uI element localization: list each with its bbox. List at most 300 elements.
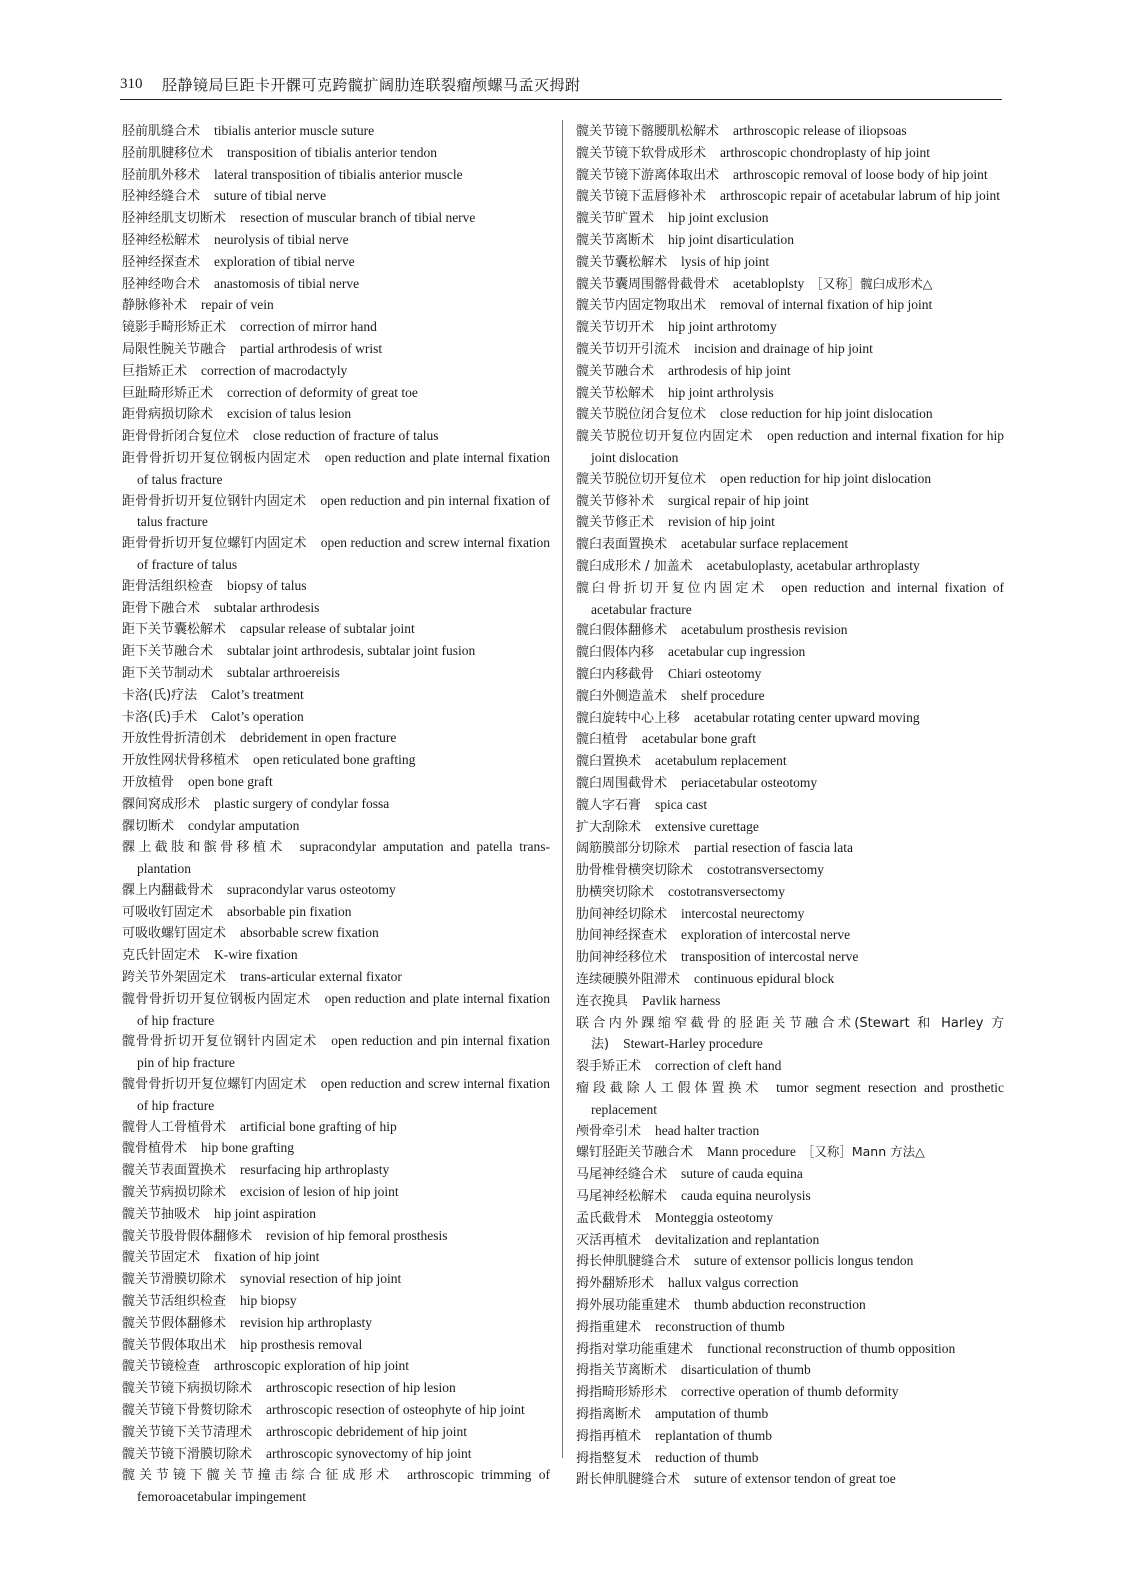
entry-term-chinese: 拇指畸形矫形术 — [576, 1385, 668, 1401]
entry-term-english: resurfacing hip arthroplasty — [240, 1162, 390, 1178]
entry-term-english: suture of tibial nerve — [214, 188, 327, 204]
entry-term-english: amputation of thumb — [655, 1406, 769, 1422]
glossary-entry — [122, 967, 550, 989]
entry-term-chinese: 拇长伸肌腱缝合术 — [576, 1254, 681, 1270]
glossary-entry — [122, 426, 550, 448]
entry-term-english: correction of deformity of great toe — [227, 384, 418, 400]
glossary-entry — [576, 1426, 1004, 1448]
entry-term-english: absorbable pin fixation — [227, 903, 352, 919]
glossary-entry — [122, 491, 550, 534]
entry-term-english: exploration of intercostal nerve — [681, 927, 851, 943]
entry-term-chinese: 髋关节镜下病损切除术 — [122, 1381, 253, 1397]
entry-term-chinese: 联合内外踝缩窄截骨的胫距关节融合术(Stewart 和 Harley 方法) — [576, 1015, 1004, 1053]
entry-term-english: plastic surgery of condylar fossa — [214, 795, 390, 811]
glossary-entry — [122, 1291, 550, 1313]
entry-term-chinese: 髋骨骨折切开复位螺钉内固定术 — [122, 1077, 307, 1093]
entry-term-chinese: 髋臼外侧造盖术 — [576, 688, 668, 704]
glossary-entry — [122, 533, 550, 576]
entry-term-english: costotransversectomy — [707, 862, 824, 878]
entry-term-chinese: 拇外展功能重建术 — [576, 1298, 681, 1314]
entry-term-chinese: 胫前肌缝合术 — [122, 124, 201, 139]
entry-term-english: acetabuloplasty, acetabular arthroplasty — [706, 557, 920, 573]
entry-term-chinese: 髋关节镜下髂腰肌松解术 — [576, 124, 720, 139]
glossary-entry — [122, 361, 550, 383]
entry-term-chinese: 髋臼植骨 — [576, 732, 629, 748]
entry-term-english: transposition of intercostal nerve — [681, 949, 859, 965]
entry-term-english: surgical repair of hip joint — [668, 492, 809, 508]
glossary-entry — [576, 1273, 1004, 1295]
entry-term-english: K-wire fixation — [214, 947, 298, 963]
glossary-entry — [576, 904, 1004, 926]
entry-term-chinese: 可吸收螺钉固定术 — [122, 926, 227, 942]
entry-term-chinese: 距下关节融合术 — [122, 644, 214, 660]
entry-term-chinese: 巨指矫正术 — [122, 363, 188, 379]
entry-term-english: acetabulum replacement — [655, 753, 787, 769]
entry-term-english: partial resection of fascia lata — [694, 840, 853, 856]
entry-term-english: arthrodesis of hip joint — [668, 362, 791, 378]
glossary-entry — [122, 230, 550, 252]
glossary-entry — [122, 685, 550, 707]
page-number: 310 — [120, 76, 143, 92]
glossary-entry — [122, 902, 550, 924]
entry-term-chinese: 阔筋膜部分切除术 — [576, 841, 681, 857]
entry-term-english: open reduction and pin internal fixation pin of hip fracture — [137, 1033, 550, 1071]
glossary-entry — [122, 598, 550, 620]
entry-term-chinese: 距骨下融合术 — [122, 600, 201, 616]
entry-term-english: resection of muscular branch of tibial nerve — [240, 210, 476, 226]
entry-term-chinese: 胫前肌外移术 — [122, 167, 201, 183]
entry-term-english: removal of internal fixation of hip joint — [720, 297, 933, 313]
entry-term-chinese: 髋关节修补术 — [576, 493, 655, 509]
glossary-entry — [122, 1226, 550, 1248]
entry-term-english: head halter traction — [655, 1122, 760, 1138]
glossary-entry — [122, 1182, 550, 1204]
entry-term-chinese: 髋臼假体翻修术 — [576, 623, 668, 639]
entry-term-english: functional reconstruction of thumb opposition — [707, 1340, 956, 1356]
glossary-entry — [576, 1056, 1004, 1078]
entry-term-chinese: 拇指离断术 — [576, 1407, 642, 1423]
entry-term-english: incision and drainage of hip joint — [694, 340, 873, 356]
entry-term-chinese: 螺钉胫距关节融合术 — [576, 1145, 694, 1161]
glossary-entry — [122, 619, 550, 641]
entry-term-chinese: 髁上截肢和髌骨移植术 — [122, 840, 286, 856]
entry-term-english: open reduction and screw internal fixation of hip fracture — [137, 1076, 550, 1113]
entry-term-chinese: 连衣挽具 — [576, 993, 629, 1009]
entry-term-chinese: 灭活再植术 — [576, 1232, 642, 1248]
entry-term-chinese: 开放性骨折清创术 — [122, 731, 227, 747]
entry-term-chinese: 距下关节囊松解术 — [122, 622, 227, 638]
glossary-entry — [576, 860, 1004, 882]
glossary-entry — [122, 186, 550, 208]
glossary-entry — [576, 1469, 1004, 1491]
glossary-entry — [576, 1078, 1004, 1121]
header-rule — [120, 99, 1002, 100]
glossary-entry — [576, 339, 1004, 361]
entry-term-english: arthroscopic removal of loose body of hip joint — [733, 166, 988, 182]
entry-term-chinese: 髋关节固定术 — [122, 1250, 201, 1266]
glossary-entry — [122, 1444, 550, 1466]
glossary-entry — [122, 663, 550, 685]
entry-term-chinese: 髋关节表面置换术 — [122, 1163, 227, 1179]
entry-term-english: suture of extensor tendon of great toe — [694, 1471, 896, 1487]
glossary-entry — [576, 1230, 1004, 1252]
glossary-entry — [576, 361, 1004, 383]
entry-term-chinese: 距骨病损切除术 — [122, 407, 214, 423]
glossary-entry — [122, 1465, 550, 1508]
entry-term-english: lysis of hip joint — [681, 253, 770, 269]
entry-term-chinese: 马尾神经缝合术 — [576, 1167, 668, 1183]
glossary-entry — [576, 991, 1004, 1013]
glossary-entry — [576, 383, 1004, 405]
entry-term-chinese: 髋臼假体内移 — [576, 645, 655, 661]
entry-term-english: Monteggia osteotomy — [655, 1209, 774, 1225]
glossary-entry — [576, 708, 1004, 730]
glossary-entry — [122, 274, 550, 296]
entry-term-english: acetabular bone graft — [642, 731, 756, 747]
entry-term-english: Stewart-Harley procedure — [623, 1036, 763, 1052]
entry-term-english: suture of extensor pollicis longus tendon — [694, 1253, 914, 1269]
glossary-entry — [576, 729, 1004, 751]
entry-term-english: open reduction and pin internal fixation of talus fracture — [137, 492, 550, 530]
entry-term-chinese: 髋臼内移截骨 — [576, 666, 655, 682]
glossary-entry — [122, 1335, 550, 1357]
glossary-entry — [576, 252, 1004, 274]
glossary-entry — [576, 143, 1004, 165]
entry-term-chinese: 距骨活组织检查 — [122, 578, 214, 594]
entry-term-chinese: 髋骨骨折切开复位钢板内固定术 — [122, 991, 311, 1007]
entry-term-english: open reduction and internal fixation of acetabular fracture — [591, 579, 1004, 617]
entry-term-english: acetabulum prosthesis revision — [681, 622, 848, 638]
page-header — [120, 74, 1002, 100]
glossary-entry — [576, 969, 1004, 991]
entry-term-chinese: 髋关节脱位闭合复位术 — [576, 407, 707, 423]
glossary-entry — [122, 750, 550, 772]
entry-term-english: open bone graft — [188, 773, 273, 789]
glossary-entry — [122, 1160, 550, 1182]
entry-term-chinese: 髋骨人工骨植骨术 — [122, 1119, 227, 1135]
glossary-entry — [122, 339, 550, 361]
entry-term-english: close reduction for hip joint dislocation — [720, 406, 933, 422]
entry-term-english: hip joint exclusion — [668, 210, 769, 226]
entry-term-chinese: 髋骨骨折切开复位钢针内固定术 — [122, 1034, 318, 1050]
entry-term-english: neurolysis of tibial nerve — [214, 231, 349, 247]
entry-term-chinese: 髋关节股骨假体翻修术 — [122, 1228, 253, 1244]
glossary-entry — [122, 1422, 550, 1444]
entry-term-english: acetabular surface replacement — [681, 536, 849, 552]
entry-term-chinese: 局限性腕关节融合 — [122, 341, 227, 357]
entry-term-english: arthroscopic exploration of hip joint — [214, 1358, 409, 1374]
glossary-entry — [122, 317, 550, 339]
entry-term-chinese: 镜影手畸形矫正术 — [122, 320, 227, 336]
glossary-entry — [122, 1356, 550, 1378]
glossary-entry — [122, 576, 550, 598]
glossary-entry — [122, 121, 550, 143]
glossary-entry — [576, 1251, 1004, 1273]
entry-term-chinese: 髋关节旷置术 — [576, 211, 655, 227]
entry-term-english: tibialis anterior muscle suture — [214, 123, 375, 138]
glossary-entry — [122, 1031, 550, 1074]
glossary-entry — [576, 947, 1004, 969]
glossary-entry — [122, 1247, 550, 1269]
entry-term-english: hip joint arthrotomy — [668, 319, 777, 335]
entry-term-chinese: 髁上内翻截骨术 — [122, 882, 214, 898]
entry-term-english: hip joint arthrolysis — [668, 384, 774, 400]
entry-term-english: replantation of thumb — [655, 1427, 772, 1443]
entry-term-english: arthroscopic resection of osteophyte of hip joint — [266, 1402, 525, 1418]
glossary-entry — [576, 882, 1004, 904]
entry-term-chinese: 髋关节囊周围髂骨截骨术 — [576, 276, 720, 292]
glossary-entry — [576, 274, 1004, 296]
entry-term-chinese: 髋臼旋转中心上移 — [576, 710, 681, 726]
entry-term-english: correction of macrodactyly — [201, 362, 348, 378]
glossary-entry — [576, 534, 1004, 556]
entry-term-english: revision hip arthroplasty — [240, 1314, 372, 1330]
entry-term-chinese: 髋关节内固定物取出术 — [576, 298, 707, 314]
entry-term-chinese: 髋关节脱位切开复位内固定术 — [576, 429, 754, 445]
entry-term-english: extensive curettage — [655, 818, 759, 834]
glossary-entry — [122, 1378, 550, 1400]
entry-term-chinese: 髋关节镜下游离体取出术 — [576, 167, 720, 183]
entry-term-chinese: 卡洛(氏)疗法 — [122, 687, 198, 703]
entry-term-chinese: 髋臼骨折切开复位内固定术 — [576, 580, 768, 596]
entry-term-english: open reduction and internal fixation for hip joint dislocation — [591, 428, 1004, 465]
entry-term-english: arthroscopic synovectomy of hip joint — [266, 1445, 472, 1461]
glossary-entry — [576, 1295, 1004, 1317]
entry-term-english: debridement in open fracture — [240, 730, 397, 746]
entry-term-chinese: 胫神经肌支切断术 — [122, 211, 227, 227]
entry-term-english: supracondylar varus osteotomy — [227, 881, 396, 897]
entry-term-chinese: 髋臼周围截骨术 — [576, 775, 668, 791]
entry-term-english: excision of lesion of hip joint — [240, 1184, 399, 1200]
entry-term-english: hip prosthesis removal — [240, 1336, 363, 1352]
glossary-entry — [576, 121, 1004, 143]
entry-term-english: synovial resection of hip joint — [240, 1271, 402, 1287]
entry-term-english: arthroscopic trimming of femoroacetabular impingement — [137, 1467, 550, 1505]
entry-term-chinese: 肋间神经探查术 — [576, 928, 668, 944]
glossary-entry — [122, 1400, 550, 1422]
entry-term-english: trans-articular external fixator — [240, 969, 402, 985]
running-title: 胫静镜局巨距卡开髁可克跨髋扩阔肋连联裂瘤颅螺马孟灭拇跗 — [162, 76, 581, 94]
entry-term-english: hip bone grafting — [201, 1140, 294, 1156]
entry-term-english: condylar amputation — [188, 817, 300, 833]
glossary-entry — [122, 707, 550, 729]
entry-term-chinese: 髋关节融合术 — [576, 363, 655, 379]
glossary-entry — [576, 426, 1004, 469]
glossary-entry — [576, 1360, 1004, 1382]
glossary-entry — [576, 1013, 1004, 1057]
entry-term-chinese: 髁间窝成形术 — [122, 796, 201, 812]
entry-term-english: arthroscopic debridement of hip joint — [266, 1423, 467, 1439]
entry-term-english: hip joint disarticulation — [668, 231, 794, 247]
entry-term-chinese: 髋臼表面置换术 — [576, 537, 668, 553]
entry-term-chinese: 跗长伸肌腱缝合术 — [576, 1472, 681, 1488]
entry-term-chinese: 卡洛(氏)手术 — [122, 709, 198, 725]
entry-term-chinese: 髁切断术 — [122, 818, 175, 834]
glossary-entry — [576, 491, 1004, 513]
entry-term-english: partial arthrodesis of wrist — [240, 340, 383, 356]
entry-term-chinese: 距骨骨折闭合复位术 — [122, 429, 240, 445]
entry-term-chinese: 髋骨植骨术 — [122, 1141, 188, 1157]
entry-term-english: Chiari osteotomy — [668, 665, 762, 681]
glossary-entry — [576, 1208, 1004, 1230]
glossary-entry — [576, 751, 1004, 773]
glossary-entry — [576, 1186, 1004, 1208]
entry-term-english: acetabloplsty — [733, 275, 805, 291]
entry-term-chinese: 髋人字石膏 — [576, 797, 642, 813]
entry-term-english: revision of hip joint — [668, 514, 775, 530]
glossary-entry — [122, 772, 550, 794]
glossary-entry — [122, 165, 550, 187]
glossary-entry — [122, 404, 550, 426]
entry-alias-note: ［又称］Mann 方法△ — [801, 1144, 925, 1160]
entry-term-chinese: 距下关节制动术 — [122, 665, 214, 681]
entry-term-english: corrective operation of thumb deformity — [681, 1384, 899, 1400]
entry-term-english: close reduction of fracture of talus — [253, 428, 439, 444]
entry-term-english: artificial bone grafting of hip — [240, 1118, 397, 1134]
glossary-entry — [576, 186, 1004, 208]
entry-term-english: acetabular rotating center upward moving — [694, 709, 920, 725]
glossary-entry — [576, 620, 1004, 642]
glossary-entry — [576, 1317, 1004, 1339]
entry-term-chinese: 肋骨椎骨横突切除术 — [576, 863, 694, 879]
glossary-entry — [122, 837, 550, 880]
glossary-entry — [122, 641, 550, 663]
glossary-entry — [122, 383, 550, 405]
entry-term-chinese: 胫神经缝合术 — [122, 189, 201, 205]
entry-term-chinese: 胫神经吻合术 — [122, 276, 201, 292]
entry-term-chinese: 胫神经松解术 — [122, 232, 201, 248]
entry-term-chinese: 髋关节镜下骨赘切除术 — [122, 1403, 253, 1419]
entry-term-chinese: 孟氏截骨术 — [576, 1210, 642, 1226]
left-column — [122, 121, 550, 1508]
entry-term-english: hip biopsy — [240, 1293, 297, 1309]
entry-term-chinese: 扩大刮除术 — [576, 819, 642, 835]
glossary-entry — [576, 556, 1004, 578]
entry-term-chinese: 髋关节镜下关节清理术 — [122, 1424, 253, 1440]
entry-term-chinese: 拇指对掌功能重建术 — [576, 1341, 694, 1357]
entry-term-chinese: 髋关节修正术 — [576, 515, 655, 531]
glossary-entry — [122, 252, 550, 274]
glossary-entry — [122, 923, 550, 945]
entry-term-english: reduction of thumb — [655, 1449, 759, 1465]
entry-term-english: disarticulation of thumb — [681, 1362, 811, 1378]
entry-term-english: Calot’s treatment — [211, 686, 304, 702]
entry-term-english: periacetabular osteotomy — [681, 774, 818, 790]
entry-term-chinese: 克氏针固定术 — [122, 948, 201, 964]
entry-term-english: repair of vein — [201, 297, 274, 313]
entry-term-english: excision of talus lesion — [227, 406, 352, 422]
glossary-entry — [576, 404, 1004, 426]
entry-term-chinese: 髋关节滑膜切除术 — [122, 1272, 227, 1288]
glossary-entry — [122, 143, 550, 165]
entry-term-chinese: 开放植骨 — [122, 774, 175, 790]
entry-term-chinese: 跨关节外架固定术 — [122, 970, 227, 986]
entry-term-english: spica cast — [655, 796, 708, 812]
glossary-entry — [576, 1121, 1004, 1143]
glossary-entry — [576, 795, 1004, 817]
glossary-entry — [576, 773, 1004, 795]
glossary-entry — [576, 165, 1004, 187]
glossary-entry — [576, 1164, 1004, 1186]
glossary-entry — [122, 1313, 550, 1335]
entry-term-chinese: 髋关节镜下髋关节撞击综合征成形术 — [122, 1468, 394, 1484]
glossary-entry — [576, 230, 1004, 252]
entry-term-english: anastomosis of tibial nerve — [214, 275, 360, 291]
entry-term-english: correction of cleft hand — [655, 1058, 782, 1074]
entry-term-chinese: 髋关节脱位切开复位术 — [576, 471, 707, 487]
glossary-entry — [576, 512, 1004, 534]
glossary-entry — [122, 880, 550, 902]
entry-term-english: hip joint aspiration — [214, 1205, 317, 1221]
glossary-entry — [122, 1074, 550, 1117]
glossary-entry — [122, 1204, 550, 1226]
entry-term-english: acetabular cup ingression — [668, 644, 806, 660]
glossary-entry — [122, 208, 550, 230]
entry-term-chinese: 拇指重建术 — [576, 1319, 642, 1335]
entry-term-chinese: 开放性网状骨移植术 — [122, 753, 240, 769]
glossary-entry — [576, 469, 1004, 491]
entry-term-english: subtalar arthroereisis — [227, 664, 340, 680]
glossary-entry — [576, 1404, 1004, 1426]
entry-term-chinese: 静脉修补术 — [122, 298, 188, 314]
glossary-entry — [576, 925, 1004, 947]
entry-term-chinese: 髋关节假体取出术 — [122, 1337, 227, 1353]
entry-term-chinese: 髋关节镜下软骨成形术 — [576, 145, 707, 161]
entry-term-english: intercostal neurectomy — [681, 905, 805, 921]
entry-term-chinese: 胫神经探查术 — [122, 254, 201, 270]
glossary-entry — [576, 642, 1004, 664]
entry-term-chinese: 连续硬膜外阻滞术 — [576, 972, 681, 988]
entry-term-chinese: 肋横突切除术 — [576, 884, 655, 900]
right-column — [576, 121, 1004, 1491]
entry-term-english: exploration of tibial nerve — [214, 253, 355, 269]
entry-term-english: arthroscopic release of iliopsoas — [733, 123, 907, 138]
entry-term-chinese: 瘤段截除人工假体置换术 — [576, 1081, 763, 1097]
entry-term-chinese: 颅骨牵引术 — [576, 1123, 642, 1139]
entry-term-chinese: 可吸收钉固定术 — [122, 904, 214, 920]
glossary-entry — [576, 1448, 1004, 1470]
entry-term-chinese: 髋臼置换术 — [576, 754, 642, 770]
entry-term-english: biopsy of talus — [227, 577, 307, 593]
entry-term-english: revision of hip femoral prosthesis — [266, 1227, 448, 1243]
entry-term-chinese: 裂手矫正术 — [576, 1059, 642, 1075]
entry-term-chinese: 拇外翻矫形术 — [576, 1276, 655, 1292]
glossary-entry — [576, 1382, 1004, 1404]
glossary-entry — [576, 208, 1004, 230]
entry-term-chinese: 髋关节离断术 — [576, 232, 655, 248]
entry-term-chinese: 肋间神经移位术 — [576, 950, 668, 966]
entry-term-chinese: 髋关节切开引流术 — [576, 341, 681, 357]
entry-term-chinese: 髋关节松解术 — [576, 385, 655, 401]
glossary-entry — [122, 945, 550, 967]
glossary-entry — [122, 816, 550, 838]
entry-term-english: arthroscopic resection of hip lesion — [266, 1380, 456, 1396]
glossary-entry — [576, 317, 1004, 339]
entry-term-english: open reduction and screw internal fixation of fracture of talus — [137, 535, 550, 572]
entry-term-chinese: 距骨骨折切开复位螺钉内固定术 — [122, 536, 307, 552]
entry-term-chinese: 距骨骨折切开复位钢针内固定术 — [122, 493, 307, 509]
entry-term-english: capsular release of subtalar joint — [240, 621, 415, 637]
entry-term-chinese: 髋关节切开术 — [576, 320, 655, 336]
glossary-entry — [576, 1339, 1004, 1361]
entry-term-english: transposition of tibialis anterior tendon — [227, 144, 437, 160]
entry-term-chinese: 拇指整复术 — [576, 1450, 642, 1466]
entry-term-english: shelf procedure — [681, 687, 765, 703]
entry-term-chinese: 髋关节镜下滑膜切除术 — [122, 1446, 253, 1462]
entry-term-english: subtalar arthrodesis — [214, 599, 320, 615]
entry-term-english: subtalar joint arthrodesis, subtalar joint fusion — [227, 643, 476, 659]
entry-alias-note: ［又称］髋臼成形术△ — [810, 275, 933, 291]
